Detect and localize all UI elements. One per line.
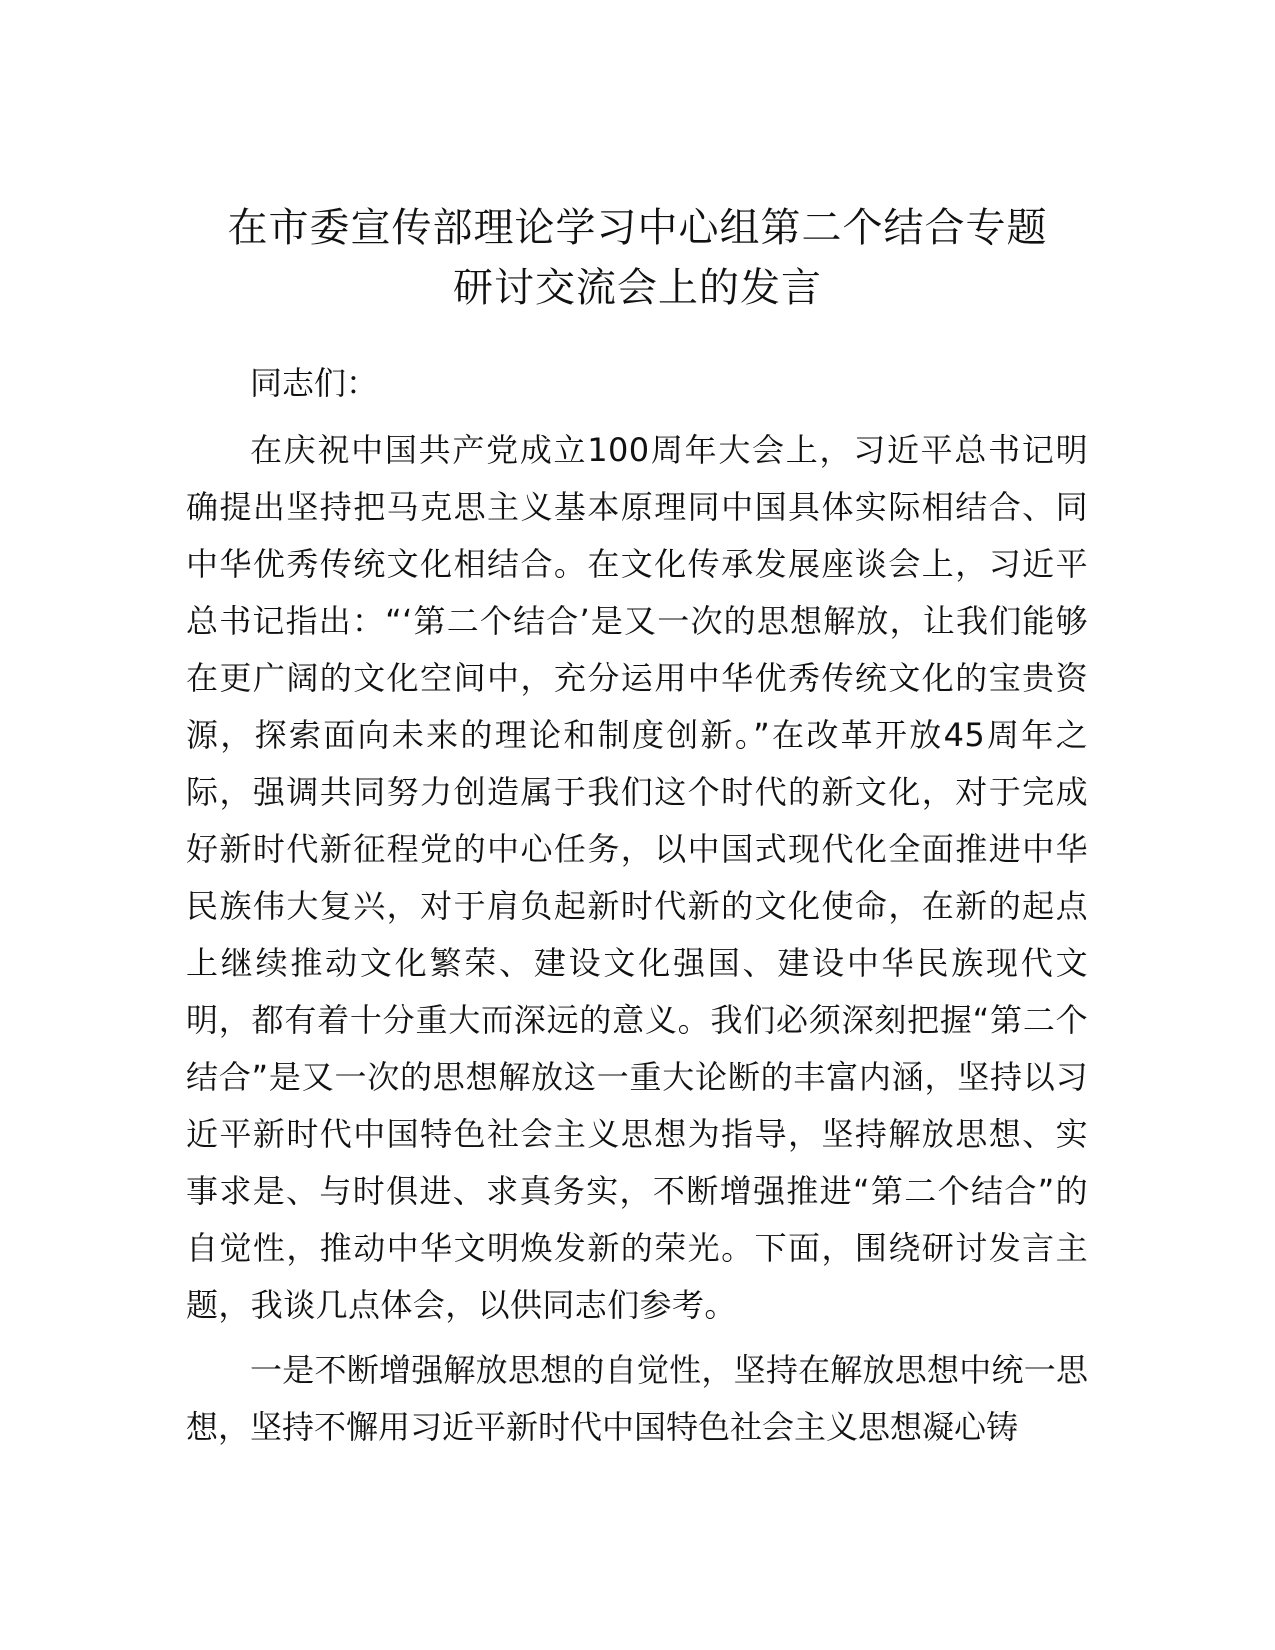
document-body xyxy=(186,355,1088,1464)
paragraph: 一是不断增强解放思想的自觉性，坚持在解放思想中统一思想，坚持不懈用习近平新时代中国特色社会主义思想凝心铸 xyxy=(186,1351,1088,1446)
document-title xyxy=(150,198,1125,318)
salutation: 同志们： xyxy=(250,364,379,402)
title-line-1: 在市委宣传部理论学习中心组第二个结合专题 xyxy=(227,205,1048,251)
paragraph: 在庆祝中国共产党成立100周年大会上，习近平总书记明确提出坚持把马克思主义基本原理同中国具体实际相结合、同中华优秀传统文化相结合。在文化传承发展座谈会上，习近平总书记指出：“‘第二个结合’是又一次的思想解放，让我们能够在更广阔的文化空间中，充分运用中华优秀传统文化的宝贵资源，探索面向未来的理论和制度创新。”在改革开放45周年之际，强调共同努力创造属于我们这个时代的新文化，对于完成好新时代新征程党的中心任务，以中国式现代化全面推进中华民族伟大复兴，对于肩负起新时代新的文化使命，在新的起点上继续推动文化繁荣、建设文化强国、建设中华民族现代文明，都有着十分重大而深远的意义。我们必须深刻把握“第二个结合”是又一次的思想解放这一重大论断的丰富内涵，坚持以习近平新时代中国特色社会主义思想为指导，坚持解放思想、实事求是、与时俱进、求真务实，不断增强推进“第二个结合”的自觉性，推动中华文明焕发新的荣光。下面，围绕研讨发言主题，我谈几点体会，以供同志们参考。 xyxy=(186,431,1088,1324)
title-line-2: 研讨交流会上的发言 xyxy=(453,265,822,311)
